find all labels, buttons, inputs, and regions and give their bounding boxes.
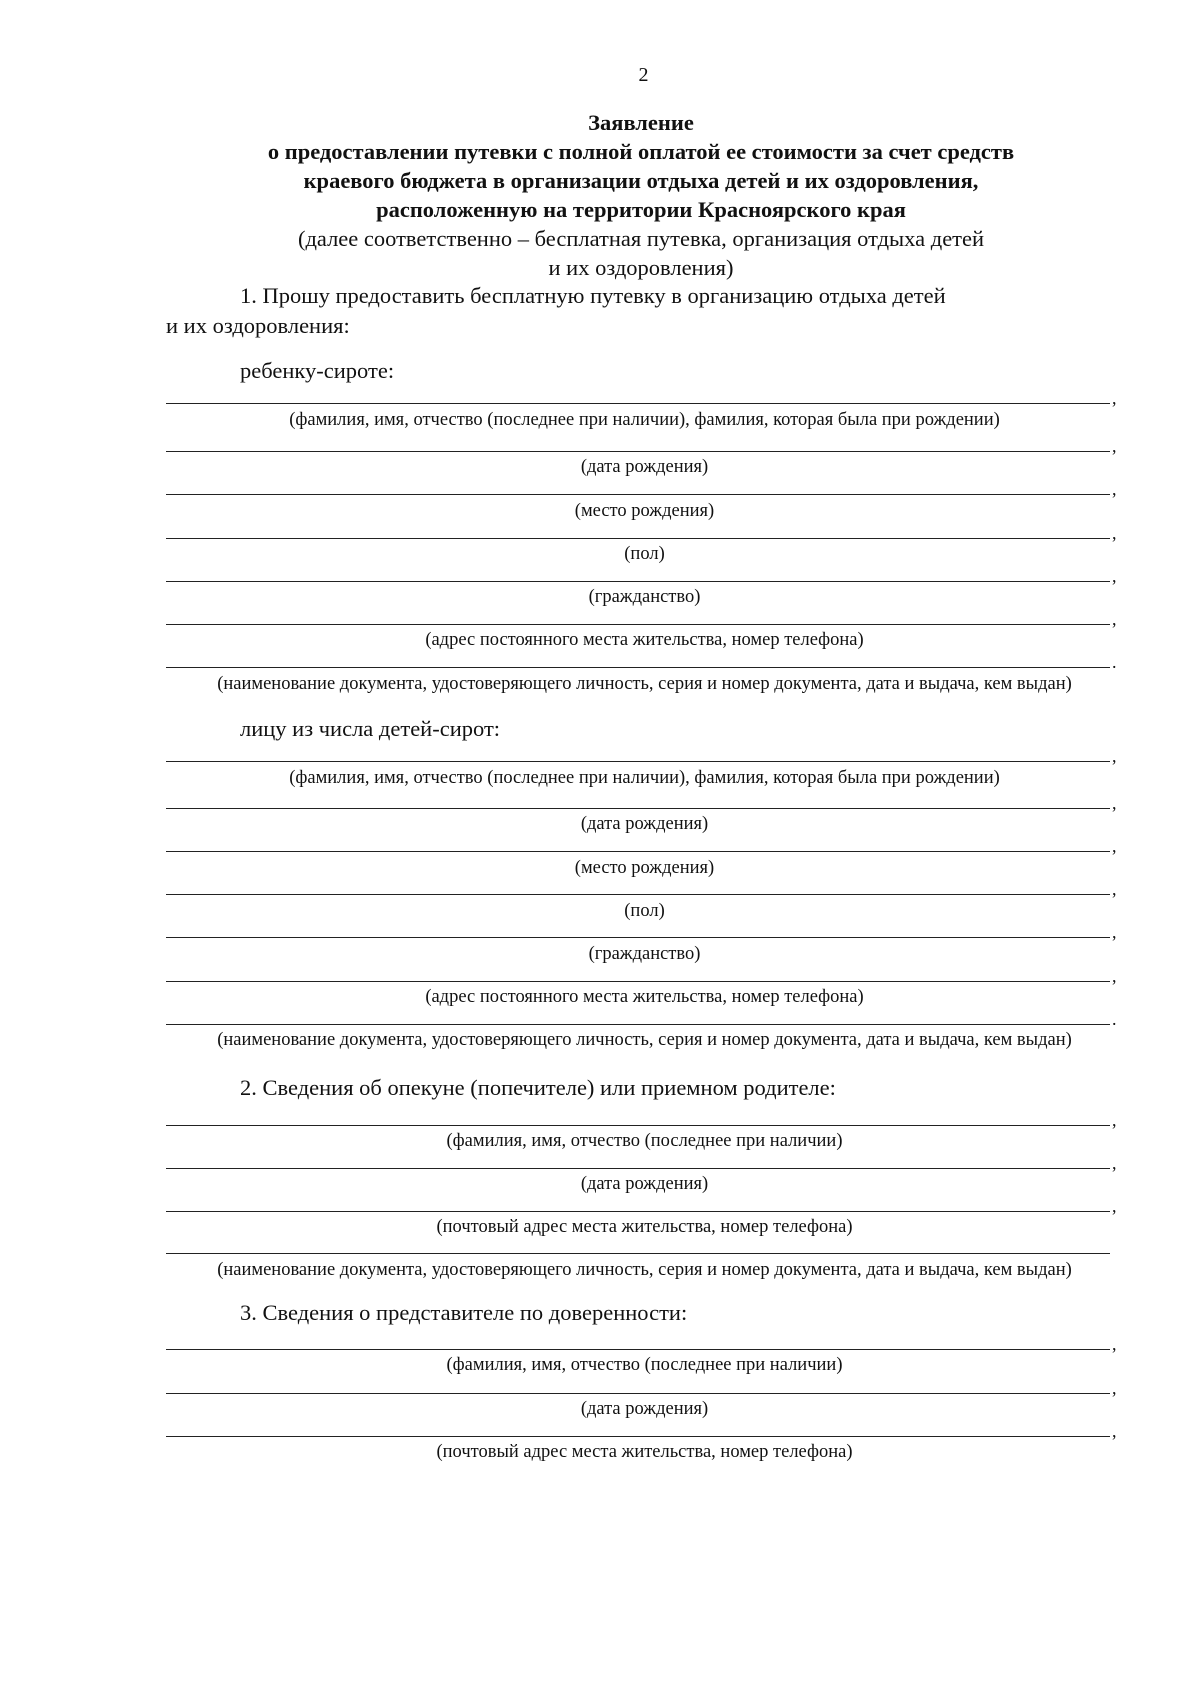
fill-in-line[interactable] <box>166 624 1110 625</box>
line-end-punctuation: , <box>1112 566 1117 586</box>
section3-heading: 3. Сведения о представителе по доверенности: <box>240 1300 688 1325</box>
field-caption: (дата рождения) <box>580 1399 709 1419</box>
fill-in-line[interactable] <box>166 494 1110 495</box>
line-end-punctuation: , <box>1112 922 1117 942</box>
line-end-punctuation: . <box>1112 1009 1117 1029</box>
fill-in-line[interactable] <box>166 581 1110 582</box>
field-caption: (почтовый адрес места жительства, номер телефона) <box>436 1217 853 1237</box>
field-caption: (наименование документа, удостоверяющего личность, серия и номер документа, дата и выдача, кем выдан) <box>217 1030 1072 1050</box>
line-end-punctuation: , <box>1112 436 1117 456</box>
field-caption: (место рождения) <box>574 501 715 521</box>
document-title <box>166 108 1116 282</box>
line-end-punctuation: , <box>1112 1196 1117 1216</box>
line-end-punctuation: , <box>1112 609 1117 629</box>
section1-intro-line2: и их оздоровления: <box>166 313 350 338</box>
field-caption: (адрес постоянного места жительства, номер телефона) <box>425 987 864 1007</box>
fill-in-line[interactable] <box>166 1349 1110 1350</box>
line-end-punctuation: , <box>1112 1378 1117 1398</box>
section1-intro-line1: 1. Прошу предоставить бесплатную путевку в организацию отдыха детей <box>240 283 946 308</box>
line-end-punctuation: . <box>1112 652 1117 672</box>
fill-in-line[interactable] <box>166 808 1110 809</box>
line-end-punctuation: , <box>1112 746 1117 766</box>
title-line: краевого бюджета в организации отдыха детей и их оздоровления, <box>303 168 979 193</box>
fill-in-line[interactable] <box>166 1436 1110 1437</box>
field-caption: (фамилия, имя, отчество (последнее при наличии) <box>446 1131 843 1151</box>
fill-in-line[interactable] <box>166 538 1110 539</box>
fill-in-line[interactable] <box>166 1125 1110 1126</box>
field-caption: (адрес постоянного места жительства, номер телефона) <box>425 630 864 650</box>
field-caption: (фамилия, имя, отчество (последнее при наличии) <box>446 1355 843 1375</box>
line-end-punctuation: , <box>1112 1334 1117 1354</box>
orphan-child-label: ребенку-сироте: <box>240 358 395 383</box>
field-caption: (дата рождения) <box>580 1174 709 1194</box>
line-end-punctuation: , <box>1112 523 1117 543</box>
fill-in-line[interactable] <box>166 403 1110 404</box>
field-caption: (пол) <box>624 901 665 921</box>
fill-in-line[interactable] <box>166 894 1110 895</box>
field-caption: (дата рождения) <box>580 457 709 477</box>
field-caption: (место рождения) <box>574 858 715 878</box>
title-line: о предоставлении путевки с полной оплатой ее стоимости за счет средств <box>267 139 1015 164</box>
line-end-punctuation: , <box>1112 966 1117 986</box>
field-caption: (пол) <box>624 544 665 564</box>
fill-in-line[interactable] <box>166 667 1110 668</box>
field-caption: (почтовый адрес места жительства, номер телефона) <box>436 1442 853 1462</box>
title-line: Заявление <box>588 110 694 135</box>
field-caption: (фамилия, имя, отчество (последнее при наличии), фамилия, которая была при рождении) <box>289 768 1000 788</box>
fill-in-line[interactable] <box>166 1393 1110 1394</box>
field-caption: (гражданство) <box>588 587 701 607</box>
fill-in-line[interactable] <box>166 451 1110 452</box>
line-end-punctuation: , <box>1112 479 1117 499</box>
field-caption: (наименование документа, удостоверяющего личность, серия и номер документа, дата и выдача, кем выдан) <box>217 1260 1072 1280</box>
line-end-punctuation: , <box>1112 879 1117 899</box>
field-caption: (гражданство) <box>588 944 701 964</box>
line-end-punctuation: , <box>1112 388 1117 408</box>
page-number: 2 <box>638 64 649 86</box>
fill-in-line[interactable] <box>166 1024 1110 1025</box>
title-line: расположенную на территории Красноярского края <box>376 197 906 222</box>
line-end-punctuation: , <box>1112 793 1117 813</box>
fill-in-line[interactable] <box>166 981 1110 982</box>
field-caption: (наименование документа, удостоверяющего личность, серия и номер документа, дата и выдача, кем выдан) <box>217 674 1072 694</box>
fill-in-line[interactable] <box>166 1211 1110 1212</box>
field-caption: (фамилия, имя, отчество (последнее при наличии), фамилия, которая была при рождении) <box>289 410 1000 430</box>
line-end-punctuation: , <box>1112 1110 1117 1130</box>
line-end-punctuation: , <box>1112 836 1117 856</box>
title-note-line: (далее соответственно – бесплатная путевка, организация отдыха детей <box>297 226 985 251</box>
fill-in-line[interactable] <box>166 851 1110 852</box>
former-orphan-label: лицу из числа детей-сирот: <box>240 716 501 741</box>
section2-heading: 2. Сведения об опекуне (попечителе) или приемном родителе: <box>240 1075 836 1100</box>
fill-in-line[interactable] <box>166 761 1110 762</box>
fill-in-line[interactable] <box>166 1168 1110 1169</box>
field-caption: (дата рождения) <box>580 814 709 834</box>
fill-in-line[interactable] <box>166 937 1110 938</box>
fill-in-line[interactable] <box>166 1253 1110 1254</box>
title-note-line: и их оздоровления) <box>548 255 734 280</box>
line-end-punctuation: , <box>1112 1421 1117 1441</box>
line-end-punctuation: , <box>1112 1153 1117 1173</box>
